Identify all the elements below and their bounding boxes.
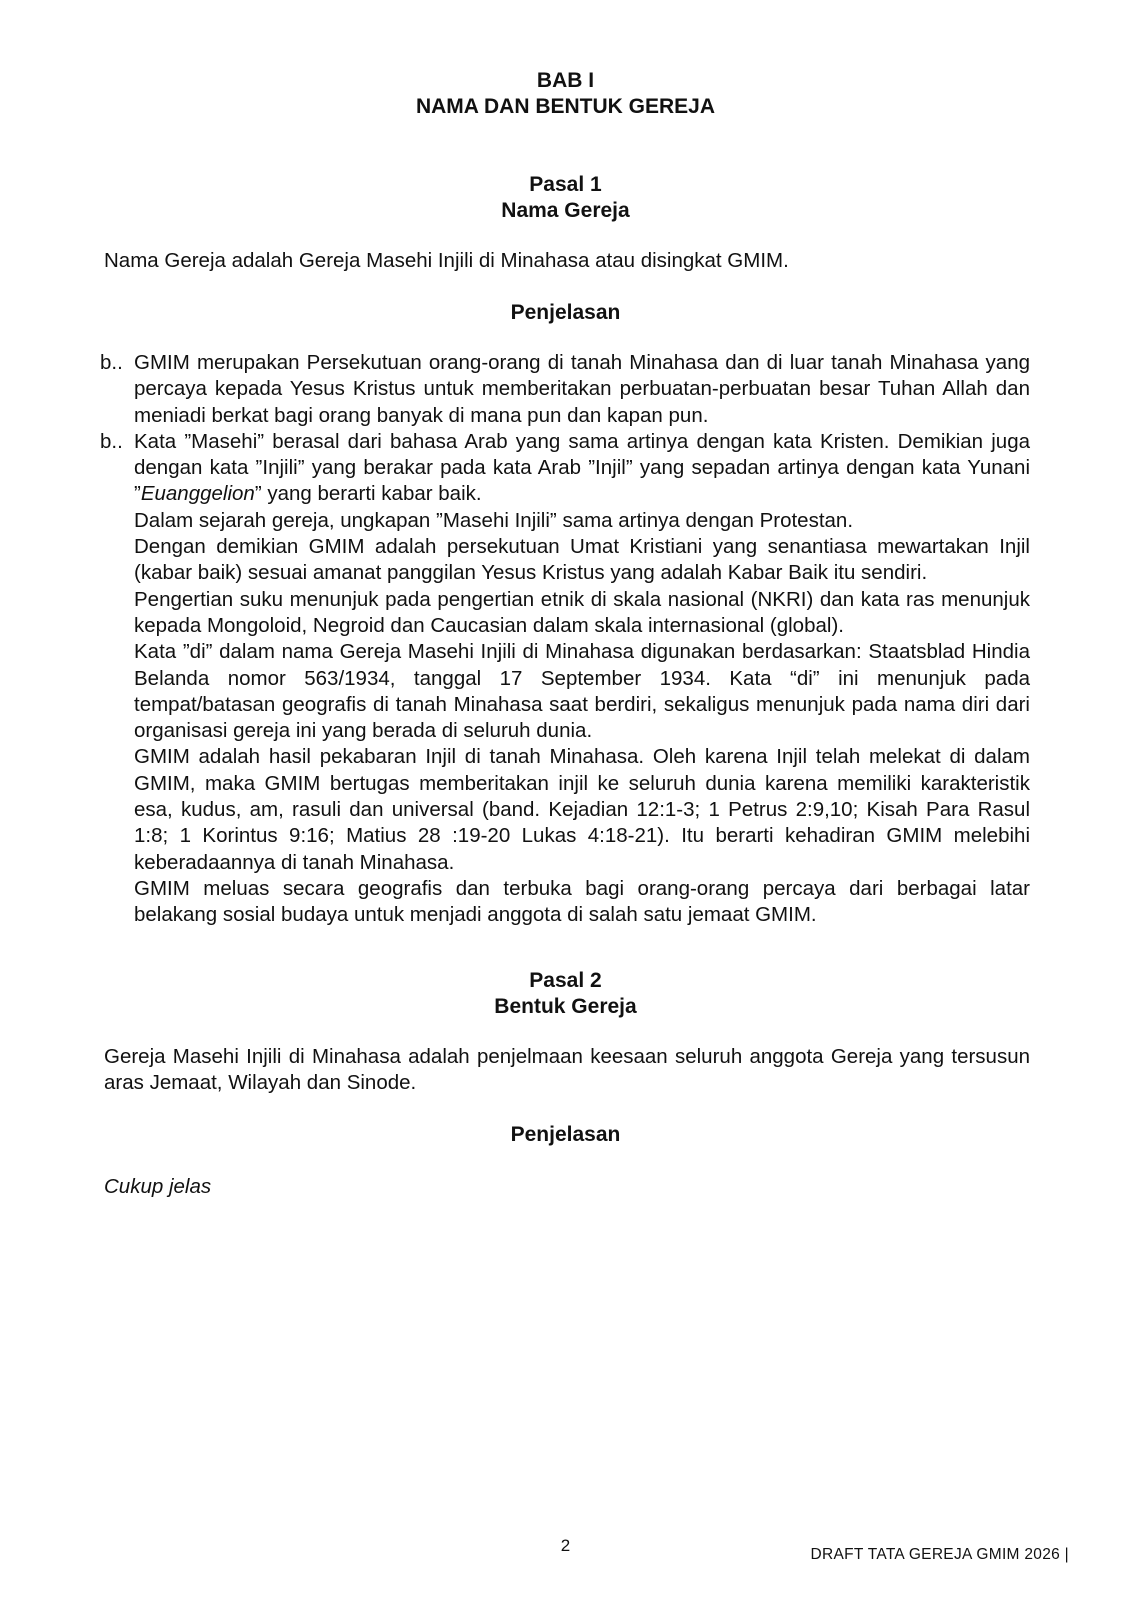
paragraph (134, 429, 1030, 508)
pasal2-explanation: Cukup jelas (104, 1175, 212, 1198)
chapter-title: NAMA DAN BENTUK GEREJA (415, 95, 716, 118)
paragraph: GMIM meluas secara geografis dan terbuka bagi orang-orang percaya dari berbagai latar belakang sosial budaya untuk menjadi anggota di salah satu jemaat GMIM. (134, 876, 1030, 927)
pasal1-number: Pasal 1 (529, 173, 602, 196)
list-marker: b.. (100, 429, 123, 453)
list-item (100, 350, 1030, 429)
pasal1-title: Nama Gereja (501, 199, 630, 222)
text-run: Kata ”Masehi” berasal dari bahasa Arab yang sama artinya dengan kata Kristen. Demikian juga dengan kata ”Injili” yang berakar pada kata Arab ”Injil” yang sepadan artinya dengan kata Yunani ” (134, 429, 1030, 506)
list-marker: b.. (100, 351, 123, 374)
pasal2-header (0, 968, 1131, 1020)
pasal2-title: Bentuk Gereja (494, 995, 637, 1018)
pasal2-text: Gereja Masehi Injili di Minahasa adalah penjelmaan keesaan seluruh anggota Gereja yang tersusun aras Jemaat, Wilayah dan Sinode. (104, 1045, 1030, 1095)
paragraph: GMIM adalah hasil pekabaran Injil di tanah Minahasa. Oleh karena Injil telah melekat di dalam GMIM, maka GMIM bertugas memberitakan injil ke seluruh dunia karena memiliki karakteristik esa, kudus, am, rasuli dan universal (band. Kejadian 12:1-3; 1 Petrus 2:9,10; Kisah Para Rasul 1:8; 1 Korintus 9:16; Matius 28 :19-20 Lukas 4:18-21). Itu berarti kehadiran GMIM melebihi keberadaannya di tanah Minahasa. (134, 745, 1030, 874)
paragraph: Kata ”di” dalam nama Gereja Masehi Injili di Minahasa digunakan berdasarkan: Staatsblad Hindia Belanda nomor 563/1934, tanggal 17 September 1934. Kata “di” ini menunjuk pada tempat/batasan geografis di tanah Minahasa saat berdiri, sekaligus menunjuk pada nama diri dari organisasi gereja ini yang berada di seluruh dunia. (134, 640, 1030, 743)
pasal1-explanation-heading: Penjelasan (510, 301, 621, 324)
chapter-number: BAB I (536, 69, 595, 92)
pasal2-number: Pasal 2 (529, 969, 602, 992)
chapter-header (0, 68, 1131, 120)
paragraph: Dalam sejarah gereja, ungkapan ”Masehi Injili” sama artinya dengan Protestan. (134, 508, 854, 532)
italic-term: Euanggelion (140, 482, 255, 506)
paragraph: Pengertian suku menunjuk pada pengertian etnik di skala nasional (NKRI) dan kata ras menunjuk kepada Mongoloid, Negroid dan Caucasian dalam skala internasional (global). (134, 587, 1030, 637)
paragraph: GMIM merupakan Persekutuan orang-orang di tanah Minahasa dan di luar tanah Minahasa yang percaya kepada Yesus Kristus untuk memberitakan perbuatan-perbuatan besar Tuhan Allah dan meniadi berkat bagi orang banyak di mana pun dan kapan pun. (134, 351, 1030, 427)
paragraph: Dengan demikian GMIM adalah persekutuan Umat Kristiani yang senantiasa mewartakan Injil (kabar baik) sesuai amanat panggilan Yesus Kristus yang adalah Kabar Baik itu sendiri. (134, 535, 1030, 585)
footer-doc-title: DRAFT TATA GEREJA GMIM 2026 | (810, 1546, 1069, 1563)
pasal1-explanation-list (100, 350, 1030, 929)
list-item (100, 429, 1030, 929)
page-number: 2 (560, 1536, 571, 1555)
pasal2-explanation-heading: Penjelasan (510, 1123, 621, 1146)
pasal1-header (0, 172, 1131, 224)
text-run: ” yang berarti kabar baik. (254, 482, 482, 506)
pasal1-text: Nama Gereja adalah Gereja Masehi Injili di Minahasa atau disingkat GMIM. (104, 249, 789, 272)
